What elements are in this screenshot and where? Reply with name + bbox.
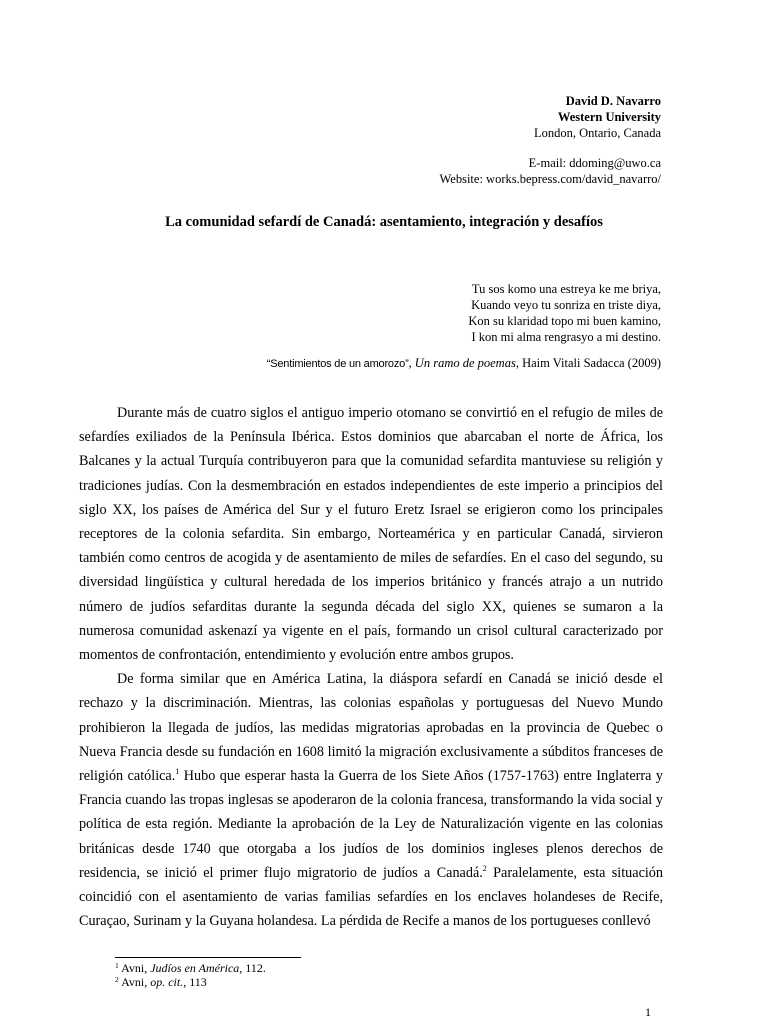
- paragraph-1: Durante más de cuatro siglos el antiguo imperio otomano se convirtió en el refugio de miles de sefardíes exiliados de la Península Ibérica. Estos dominios que abarcaban el norte de África, los Balcanes y la actual Turquía contribuyeron para que la comunidad sefardita mantuviese su religión y tradiciones judías. Con la desmembración en estados independientes de este imperio a principios del siglo XX, los países de América del Sur y el futuro Eretz Israel se erigieron como los principales receptores de la colonia sefardita. Sin embargo, Norteamérica y en particular Canadá, sirvieron también como centros de acogida y de asentamiento de miles de sefardíes. En el caso del segundo, su diversidad lingüística y cultural heredada de los imperios británico y francés atrajo a un nutrido número de judíos sefarditas durante la segunda década del siglo XX, quienes se sumaron a la numerosa comunidad askenazí ya vigente en el país, formando un crisol cultural caracterizado por momentos de confrontación, entendimiento y evolución entre ambos grupos.: [79, 405, 663, 664]
- footnote-2: [115, 975, 266, 989]
- footnote-text: Avni,: [118, 975, 151, 989]
- poem-line: Kon su klaridad topo mi buen kamino,: [468, 314, 661, 328]
- epigraph-citation: [267, 356, 661, 371]
- paragraph-2-part-b: Hubo que esperar hasta la Guerra de los Siete Años (1757-1763) entre Inglaterra y Francia cuando las tropas inglesas se apoderaron de la colonia francesa, transformando la vida social y política de esta región. Mediante la aprobación de la Ley de Naturalización vigente en las colonias británicas desde 1740 que otorgaba a los judíos de los dominios ingleses plenos derechos de residencia, se inició el primer flujo migratorio de judíos a Canadá.: [79, 768, 663, 881]
- paragraph-2-part-a: De forma similar que en América Latina, la diáspora sefardí en Canadá se inició desde el rechazo y la discriminación. Mientras, las colonias españolas y portuguesas del Nuevo Mundo prohibieron la llegada de judíos, las medidas migratorias aprobadas en la provincia de Quebec o Nueva Francia desde su fundación en 1608 limitó la migración exclusivamente a súbditos franceses de religión católica.: [79, 671, 663, 785]
- footnote-ref-2[interactable]: 2: [482, 863, 487, 873]
- paragraph-2-part-c: Paralelamente, esta situación coincidió con el asentamiento de varias familias sefardíes en los enclaves holandeses de Recife, Curaçao, Surinam y la Guyana holandesa. La pérdida de Recife a manos de los portugueses conllevó: [79, 864, 663, 930]
- citation-separator: ,: [408, 356, 415, 370]
- poem-line: Kuando veyo tu sonriza en triste diya,: [471, 298, 661, 312]
- footnotes: [115, 961, 266, 989]
- citation-work: Un ramo de poemas: [414, 356, 516, 370]
- footnote-mark: 1: [115, 961, 119, 970]
- author-block: [439, 93, 661, 187]
- author-name: David D. Navarro: [565, 94, 661, 108]
- paragraph-2: [79, 667, 663, 933]
- footnote-ref-1[interactable]: 1: [175, 767, 180, 777]
- citation-author-year: , Haim Vitali Sadacca (2009): [515, 356, 661, 370]
- footnote-mark: 2: [115, 975, 119, 984]
- footnote-1: [115, 961, 266, 975]
- paper-title: La comunidad sefardí de Canadá: asentamiento, integración y desafíos: [165, 214, 603, 230]
- author-institution: Western University: [557, 110, 661, 124]
- footnote-italic: Judíos en América: [150, 961, 240, 975]
- page-number: 1: [645, 1005, 651, 1019]
- footnote-italic: op. cit.: [150, 975, 184, 989]
- body-text: [79, 401, 663, 933]
- footnote-divider: [115, 957, 301, 958]
- author-email: E-mail: ddoming@uwo.ca: [528, 156, 661, 170]
- epigraph-poem: [468, 281, 661, 345]
- citation-title: “Sentimientos de un amorozo”: [266, 358, 409, 370]
- poem-line: I kon mi alma rengrasyo a mi destino.: [471, 330, 661, 344]
- footnote-text: , 112.: [239, 961, 266, 975]
- author-location: London, Ontario, Canada: [533, 126, 661, 140]
- author-website: Website: works.bepress.com/david_navarro/: [439, 172, 661, 186]
- footnote-text: , 113: [183, 975, 207, 989]
- footnote-text: Avni,: [118, 961, 151, 975]
- poem-line: Tu sos komo una estreya ke me briya,: [471, 282, 661, 296]
